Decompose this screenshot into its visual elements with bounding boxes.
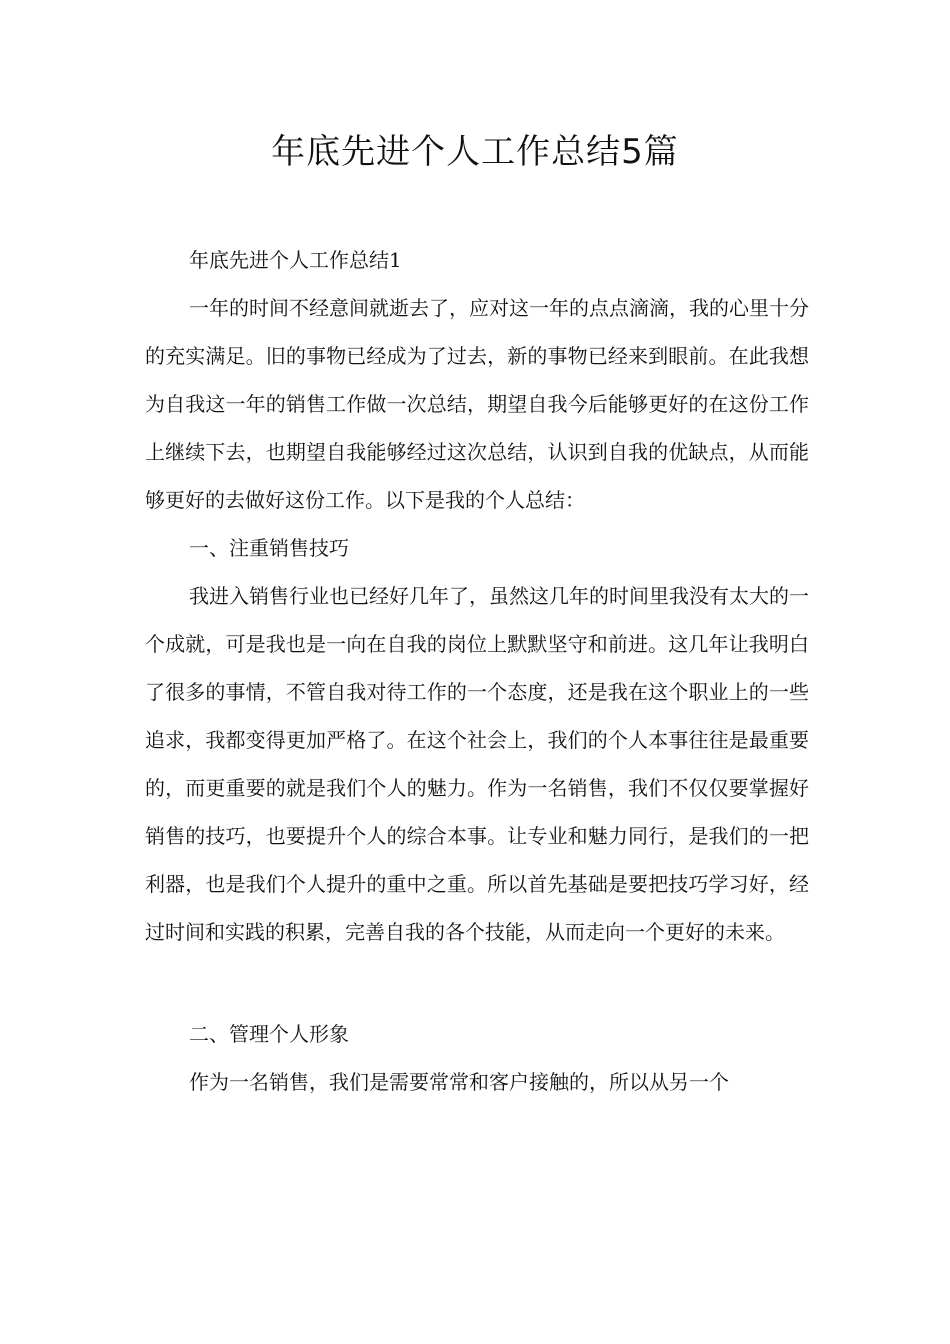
section-heading: 一、注重销售技巧 [189, 536, 349, 560]
document-title: 年底先进个人工作总结5篇 [271, 132, 679, 172]
section-heading: 年底先进个人工作总结1 [189, 248, 402, 272]
paragraph: 一年的时间不经意间就逝去了，应对这一年的点点滴滴，我的心里十分的充实满足。旧的事物已经成为了过去，新的事物已经来到眼前。在此我想为自我这一年的销售工作做一次总结，期望自我今后能够更好的在这份工作上继续下去，也期望自我能够经过这次总结，认识到自我的优缺点，从而能够更好的去做好这份工作。以下是我的个人总结： [145, 296, 809, 512]
paragraph-gap [145, 956, 809, 1010]
paragraph: 作为一名销售，我们是需要常常和客户接触的，所以从另一个 [189, 1070, 729, 1094]
section-heading: 二、管理个人形象 [189, 1022, 349, 1046]
document-body [145, 236, 809, 1106]
paragraph: 我进入销售行业也已经好几年了，虽然这几年的时间里我没有太大的一个成就，可是我也是一向在自我的岗位上默默坚守和前进。这几年让我明白了很多的事情，不管自我对待工作的一个态度，还是我在这个职业上的一些追求，我都变得更加严格了。在这个社会上，我们的个人本事往往是最重要的，而更重要的就是我们个人的魅力。作为一名销售，我们不仅仅要掌握好销售的技巧，也要提升个人的综合本事。让专业和魅力同行，是我们的一把利器，也是我们个人提升的重中之重。所以首先基础是要把技巧学习好，经过时间和实践的积累，完善自我的各个技能，从而走向一个更好的未来。 [145, 584, 809, 944]
